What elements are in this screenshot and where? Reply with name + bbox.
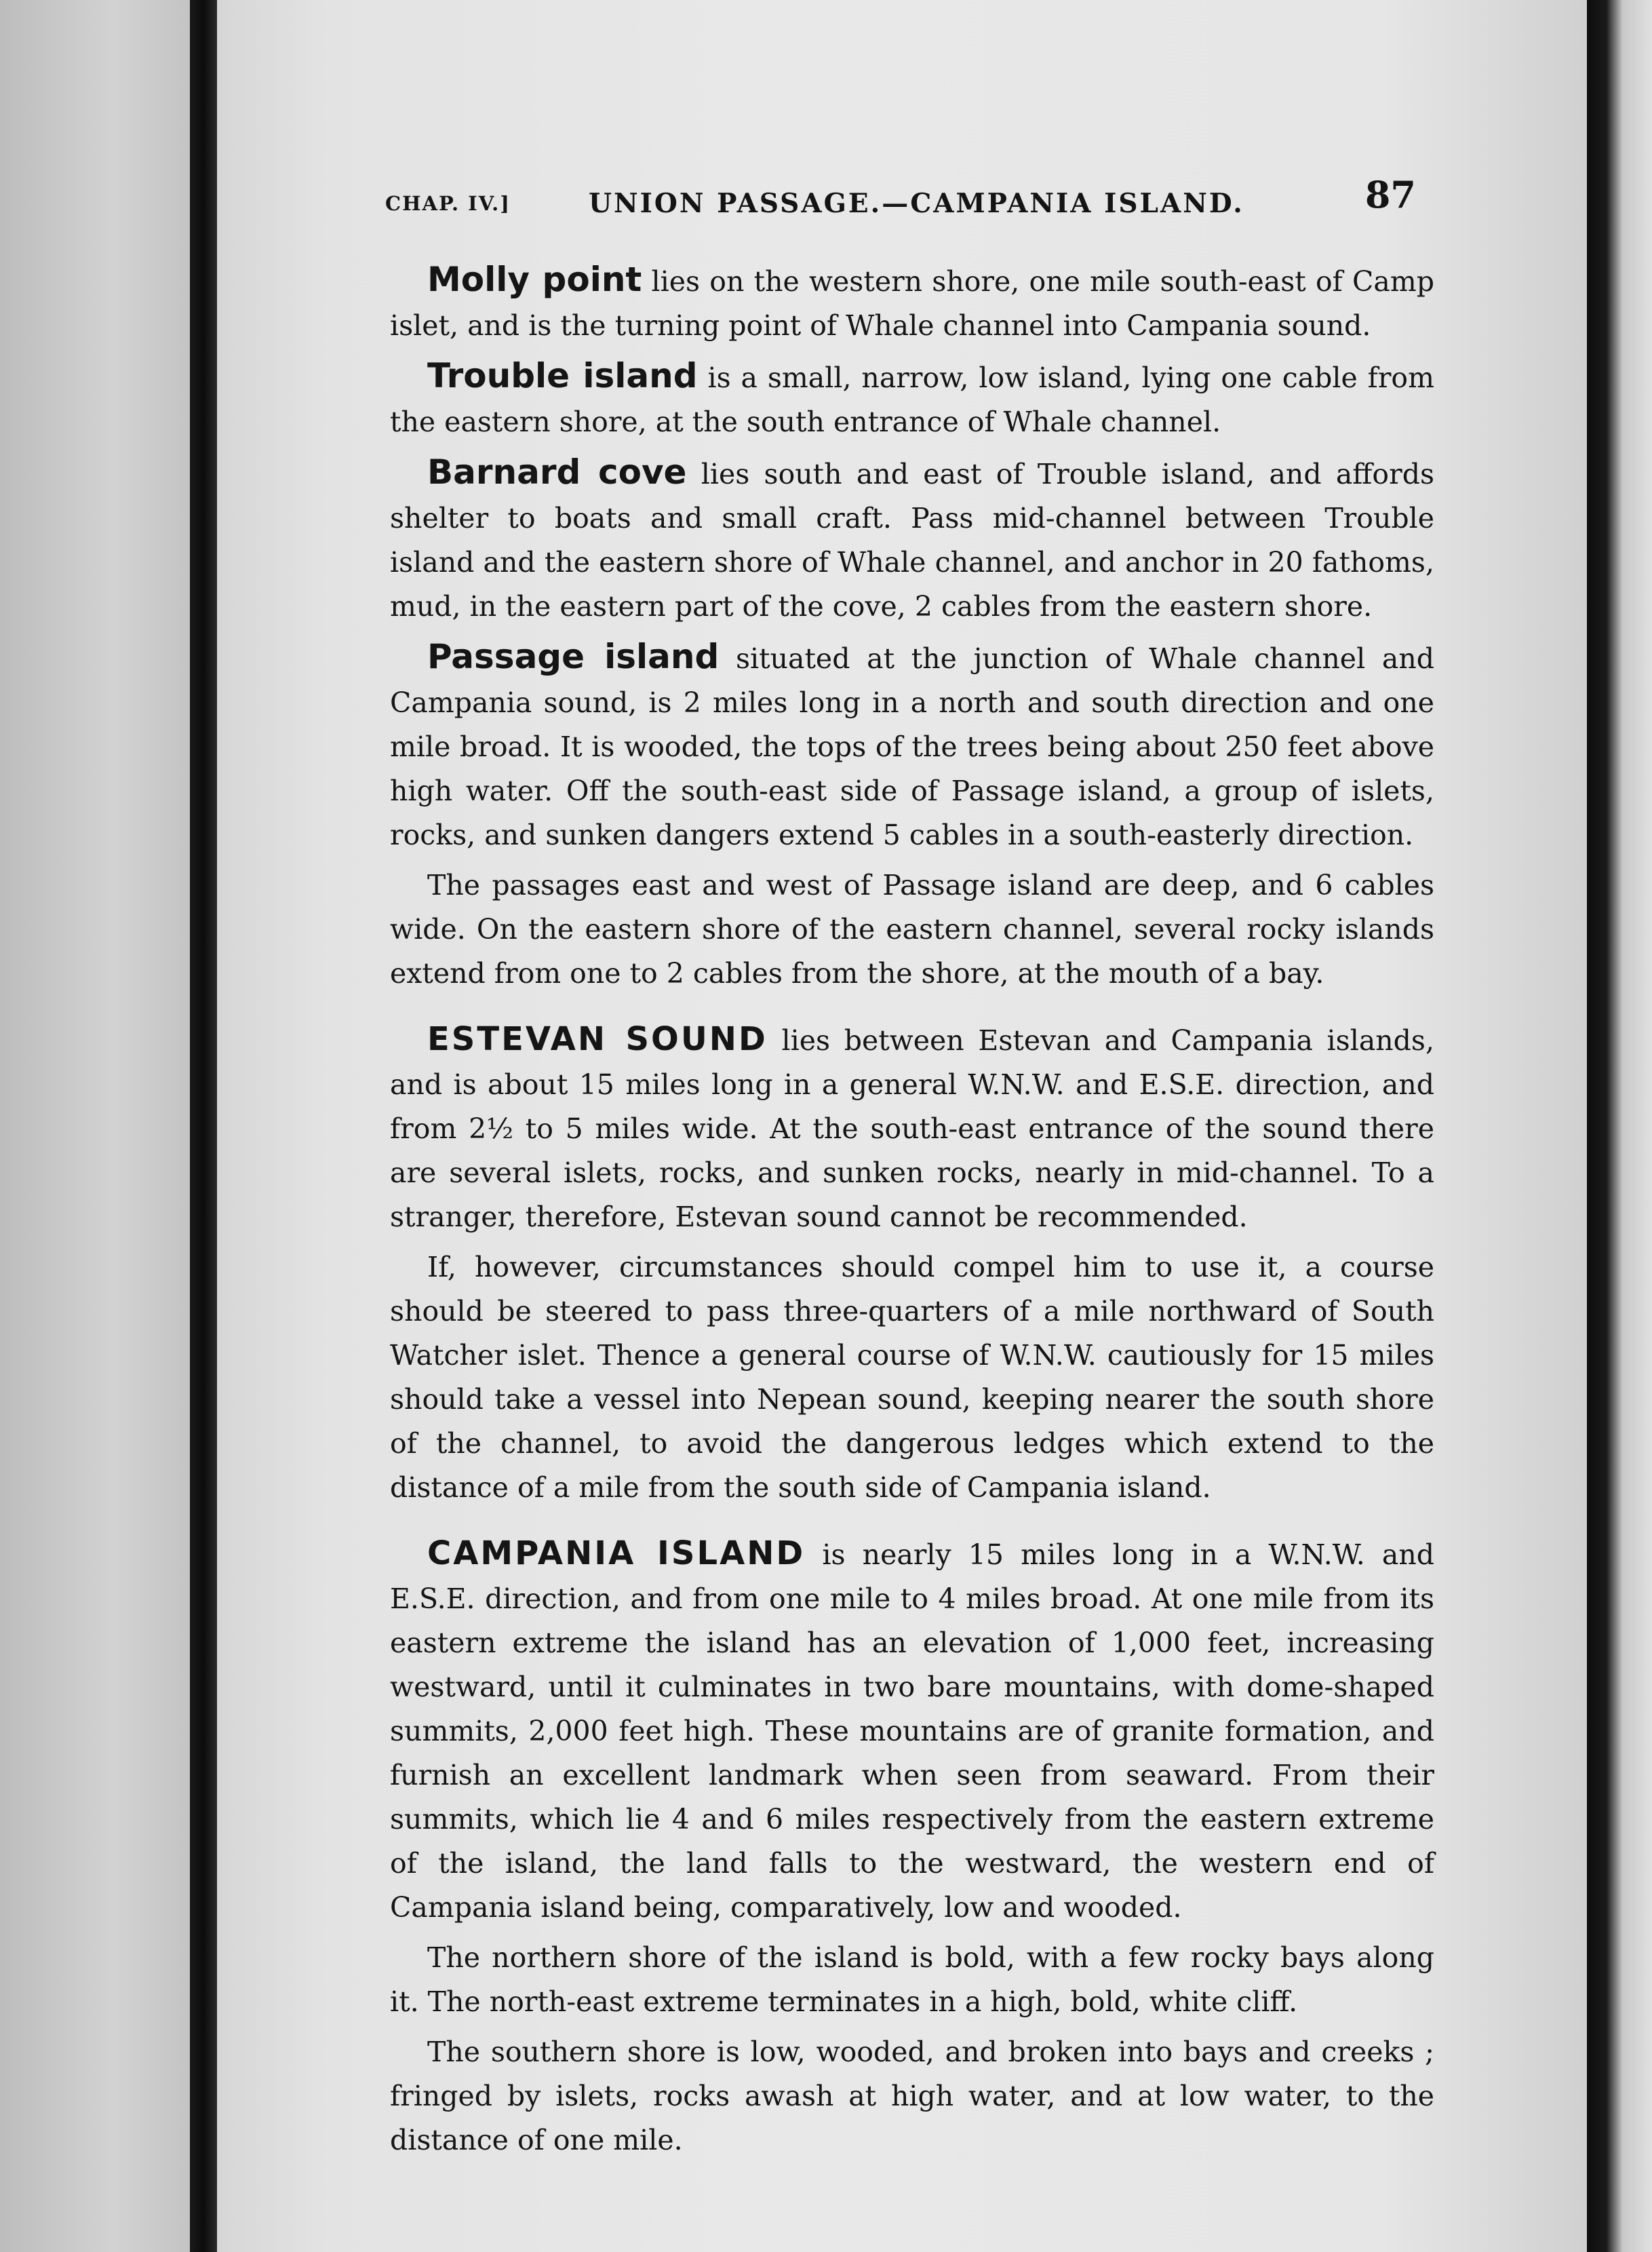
section-heading: CAMPANIA ISLAND — [427, 1534, 806, 1572]
paragraph-text: The northern shore of the island is bold, with a few rocky bays along it. The north-east extreme terminates in a high, bold, white cliff. — [390, 1941, 1434, 2018]
paragraph-heading: Trouble island — [427, 356, 698, 395]
paragraph-molly-point — [390, 258, 1434, 348]
running-title: UNION PASSAGE.—CAMPANIA ISLAND. — [589, 188, 1244, 219]
book-gutter — [190, 0, 217, 2252]
paragraph-text: is a small, narrow, low island, lying one cable from the eastern shore, at the south entrance of Whale channel. — [390, 362, 1434, 438]
paragraph-heading: Passage island — [427, 637, 720, 676]
paragraph-estevan-sound — [390, 1017, 1434, 1239]
paragraph-heading: Molly point — [427, 260, 642, 299]
facing-page-margin — [0, 0, 190, 2252]
paragraph-text: The southern shore is low, wooded, and broken into bays and creeks ; fringed by islets, rocks awash at high water, and at low water, to the distance of one mile. — [390, 2036, 1434, 2156]
chapter-label: CHAP. IV.] — [385, 192, 511, 215]
paragraph-text: situated at the junction of Whale channel and Campania sound, is 2 miles long in a north and south direction and one mile broad. It is wooded, the tops of the trees being about 250 feet above high water. Off the south-east side of Passage island, a group of islets, rocks, and sunken dangers extend 5 cables in a south-easterly direction. — [390, 642, 1434, 851]
paragraph-course — [390, 1245, 1434, 1510]
paragraph-text: is nearly 15 miles long in a W.N.W. and E.S.E. direction, and from one mile to 4 miles broad. At one mile from its eastern extreme the island has an elevation of 1,000 feet, increasing westward, until it culminates in two bare mountains, with dome-shaped summits, 2,000 feet high. These mountains are of granite formation, and furnish an excellent landmark when seen from seaward. From their summits, which lie 4 and 6 miles respectively from the eastern extreme of the island, the land falls to the westward, the western end of Campania island being, comparatively, low and wooded. — [390, 1538, 1434, 1924]
paragraph-passage-island — [390, 635, 1434, 857]
paragraph-text: lies on the western shore, one mile south-east of Camp islet, and is the turning point of Whale channel into Campania sound. — [390, 265, 1434, 342]
paragraph-passages — [390, 863, 1434, 996]
paragraph-barnard-cove — [390, 450, 1434, 629]
paragraph-heading: Barnard cove — [427, 452, 687, 492]
paragraph-text: lies between Estevan and Campania islands, and is about 15 miles long in a general W.N.W. and E.S.E. direction, and from 2½ to 5 miles wide. At the south-east entrance of the sound there are several islets, rocks, and sunken rocks, nearly in mid-channel. To a stranger, therefore, Estevan sound cannot be recommended. — [390, 1024, 1434, 1233]
paragraph-southern-shore — [390, 2030, 1434, 2162]
paragraph-campania-island — [390, 1532, 1434, 1930]
page-number: 87 — [1364, 173, 1416, 216]
paragraph-text: If, however, circumstances should compel him to use it, a course should be steered to pass three-quarters of a mile northward of South Watcher islet. Thence a general course of W.N.W. cautiously for 15 miles should take a vessel into Nepean sound, keeping nearer the south shore of the channel, to avoid the dangerous ledges which extend to the distance of a mile from the south side of Campania island. — [390, 1251, 1434, 1504]
paragraph-trouble-island — [390, 354, 1434, 444]
paragraph-text: The passages east and west of Passage island are deep, and 6 cables wide. On the eastern shore of the eastern channel, several rocky islands extend from one to 2 cables from the shore, at the mouth of a bay. — [390, 869, 1434, 990]
body-text — [390, 258, 1434, 2169]
paragraph-text: lies south and east of Trouble island, and affords shelter to boats and small craft. Pass mid-channel between Trouble island and the eastern shore of Whale channel, and anchor in 20 fathoms, mud, in the eastern part of the cove, 2 cables from the eastern shore. — [390, 458, 1434, 623]
section-heading: ESTEVAN SOUND — [427, 1020, 768, 1058]
running-header — [385, 173, 1416, 234]
page-edge-shadow — [1587, 0, 1652, 2252]
paragraph-northern-shore — [390, 1936, 1434, 2024]
